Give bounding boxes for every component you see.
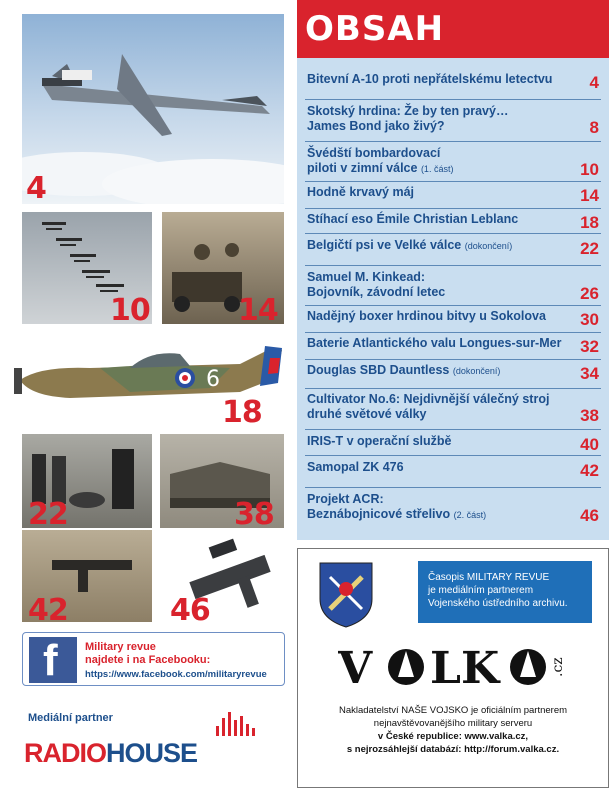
a10-aircraft-illustration — [22, 14, 284, 204]
toc-divider — [305, 233, 601, 234]
toc-item-page: 18 — [580, 213, 599, 232]
media-partner-label: Mediální partner — [28, 712, 113, 724]
valka-text-line2: nejnavštěvovanějšího military serveru — [373, 718, 533, 729]
toc-item[interactable] — [297, 307, 609, 333]
photo-fighter — [10, 328, 294, 428]
toc-divider — [305, 305, 601, 306]
toc-item-page: 32 — [580, 337, 599, 356]
toc-item-title — [307, 72, 552, 87]
toc-item[interactable] — [297, 144, 609, 182]
army-archive-crest-icon — [316, 559, 376, 629]
toc-item[interactable] — [297, 458, 609, 488]
toc-item-title-line1: Nadějný boxer hrdinou bitvy u Sokolova — [307, 309, 546, 323]
toc-divider — [305, 208, 601, 209]
toc-item[interactable] — [297, 490, 609, 530]
toc-divider — [305, 455, 601, 456]
archive-line2: je mediálním partnerem — [428, 585, 534, 596]
toc-item-title-line1: Stíhací eso Émile Christian Leblanc — [307, 212, 519, 226]
valka-description — [298, 704, 608, 756]
toc-item-title-line2: druhé světové války — [307, 407, 427, 421]
radiohouse-logo — [24, 740, 197, 767]
toc-item-title — [307, 185, 414, 200]
archive-line3: Vojenského ústředního archivu. — [428, 598, 568, 609]
page-number-46: 46 — [170, 593, 210, 624]
toc-item[interactable] — [297, 102, 609, 142]
facebook-url[interactable]: https://www.facebook.com/militaryrevue — [85, 669, 267, 680]
table-of-contents — [297, 0, 609, 540]
facebook-promo[interactable] — [22, 632, 285, 686]
toc-item-title-line2: Bojovník, závodní letec — [307, 285, 446, 299]
toc-item-title-line1: Skotský hrdina: Že by ten pravý… — [307, 104, 509, 118]
toc-item-page: 38 — [580, 406, 599, 425]
page-number-14: 14 — [238, 293, 278, 324]
toc-item-title-line1: Samuel M. Kinkead: — [307, 270, 426, 284]
facebook-line1: Military revue — [85, 641, 156, 653]
toc-item-note: (dokončení) — [464, 241, 513, 251]
toc-item-title-line1: Belgičtí psi ve Velké válce — [307, 238, 462, 252]
toc-item-page: 30 — [580, 310, 599, 329]
toc-item-title — [307, 309, 546, 324]
photo-cultivator — [160, 434, 284, 528]
toc-item-title — [307, 336, 561, 351]
toc-divider — [305, 359, 601, 360]
photo-a10 — [22, 14, 284, 204]
toc-item-title-line1: Švédští bombardovací — [307, 146, 441, 160]
toc-item[interactable] — [297, 432, 609, 456]
page-number-18: 18 — [222, 395, 262, 428]
radio-equalizer-icon — [214, 708, 274, 738]
valka-text-line4: s nejrozsáhlejší databází: http://forum.valka.cz. — [346, 744, 560, 755]
toc-item[interactable] — [297, 361, 609, 389]
photo-smg — [22, 530, 152, 622]
toc-item[interactable] — [297, 70, 609, 100]
photo-dogs — [22, 434, 152, 528]
toc-item[interactable] — [297, 210, 609, 234]
toc-item-title — [307, 104, 508, 134]
toc-item-page: 14 — [580, 186, 599, 205]
toc-item-title-line1: Projekt ACR: — [307, 492, 384, 506]
toc-item[interactable] — [297, 390, 609, 430]
toc-divider — [305, 265, 601, 266]
toc-item-page: 42 — [580, 461, 599, 480]
toc-item-title — [307, 492, 486, 523]
toc-divider — [305, 181, 601, 182]
valka-letters-lk: LK — [430, 643, 500, 694]
toc-item[interactable] — [297, 236, 609, 266]
toc-item-title-line1: IRIS-T v operační službě — [307, 434, 452, 448]
toc-item-title — [307, 392, 549, 422]
toc-item[interactable] — [297, 334, 609, 360]
toc-item[interactable] — [297, 183, 609, 209]
page-number-38: 38 — [234, 497, 274, 528]
toc-item-title-line2: piloti v zimní válce — [307, 161, 418, 175]
toc-item-title-line1: Samopal ZK 476 — [307, 460, 404, 474]
toc-divider — [305, 99, 601, 100]
plane-code: 6 — [206, 367, 220, 392]
toc-item-note: (1. část) — [420, 164, 454, 174]
toc-item-title-line1: Baterie Atlantického valu Longues-sur-Mer — [307, 336, 562, 350]
valka-tld: .cz — [550, 657, 566, 677]
valka-text-line3: v České republice: www.valka.cz, — [377, 731, 529, 742]
toc-item-title-line2: Beznábojnicové střelivo — [307, 507, 451, 521]
toc-item-note: (dokončení) — [452, 366, 501, 376]
radio-word: RADIO — [24, 738, 106, 768]
toc-item-title-line1: Hodně krvavý máj — [307, 185, 414, 199]
toc-item-title — [307, 434, 451, 449]
photo-acr-rifle — [160, 532, 284, 624]
toc-item-title — [307, 146, 453, 177]
valka-text-line1: Nakladatelství NAŠE VOJSKO je oficiálním partnerem — [338, 705, 568, 716]
valka-logo[interactable] — [338, 637, 578, 697]
toc-item-page: 46 — [580, 506, 599, 525]
toc-item-title-line1: Cultivator No.6: Nejdivnější válečný stroj — [307, 392, 550, 406]
toc-divider — [305, 429, 601, 430]
toc-item[interactable] — [297, 268, 609, 306]
toc-item-title — [307, 270, 445, 300]
facebook-icon: f — [29, 637, 77, 683]
toc-header — [297, 0, 609, 58]
toc-item-title-line2: James Bond jako živý? — [307, 119, 445, 133]
toc-item-page: 34 — [580, 364, 599, 383]
toc-divider — [305, 332, 601, 333]
page-number-10: 10 — [110, 293, 150, 324]
page-number-4: 4 — [26, 171, 46, 204]
toc-item-page: 10 — [580, 160, 599, 179]
toc-divider — [305, 141, 601, 142]
photo-soldiers — [162, 212, 284, 324]
toc-item-page: 22 — [580, 239, 599, 258]
page-number-42: 42 — [28, 593, 68, 622]
valka-logo-graphic — [338, 637, 578, 697]
toc-item-page: 4 — [589, 73, 599, 92]
toc-item-page: 40 — [580, 435, 599, 454]
valka-letter-v: V — [338, 643, 373, 694]
toc-item-title — [307, 212, 518, 227]
toc-item-title-line1: Bitevní A-10 proti nepřátelskému letectvu — [307, 72, 553, 86]
toc-item-title — [307, 460, 404, 475]
page-number-22: 22 — [28, 497, 68, 528]
toc-item-title-line1: Douglas SBD Dauntless — [307, 363, 450, 377]
archive-partnership-note — [418, 561, 592, 623]
photo-biplanes — [22, 212, 152, 324]
toc-item-page: 8 — [589, 118, 599, 137]
toc-item-title — [307, 238, 512, 254]
toc-divider — [305, 487, 601, 488]
house-word: HOUSE — [106, 738, 198, 768]
partners-box — [297, 548, 609, 788]
facebook-line2: najdete i na Facebooku: — [85, 654, 211, 666]
toc-title: OBSAH — [305, 9, 445, 49]
toc-item-title — [307, 363, 500, 379]
archive-line1: Časopis MILITARY REVUE — [428, 572, 550, 583]
toc-item-page: 26 — [580, 284, 599, 303]
toc-item-note: (2. část) — [453, 510, 487, 520]
toc-divider — [305, 388, 601, 389]
